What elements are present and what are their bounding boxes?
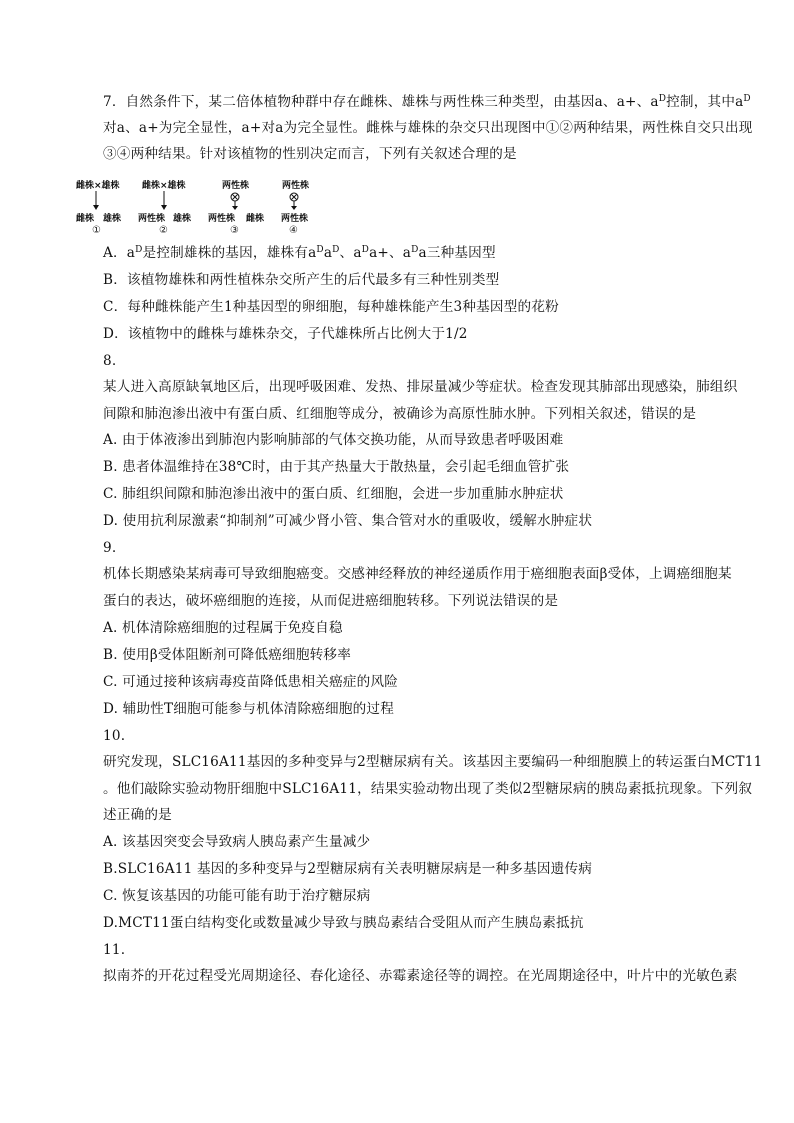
q11-stem-line-1: 拟南芥的开花过程受光周期途径、春化途径、赤霉素途径等的调控。在光周期途径中，叶片中的光敏色素 (103, 968, 738, 984)
cross3-offspring-right: 雌株 (246, 214, 265, 224)
q10-option-a: A. 该基因突变会导致病人胰岛素产生量减少 (103, 834, 371, 850)
q7-stem-text: 7．自然条件下，某二倍体植物种群中存在雌株、雄株与两性株三种类型，由基因a、a+、a (103, 94, 659, 110)
cross4-offspring: 两性株 (281, 214, 309, 224)
cross1-offspring-left: 雌株 (76, 214, 95, 224)
option-text: 、a (339, 245, 362, 261)
cross1-offspring-right: 雄株 (103, 214, 122, 224)
q9-number: 9. (103, 540, 117, 556)
q8-number: 8. (103, 353, 117, 369)
q7-stem-line-1 (103, 94, 751, 110)
cross2-arrowhead (161, 205, 167, 210)
superscript: D (316, 245, 324, 255)
q7-option-b: B．该植物雄株和两性植株杂交所产生的后代最多有三种性别类型 (103, 272, 500, 288)
superscript: D (743, 94, 751, 104)
q9-option-b: B. 使用β受体阻断剂可降低癌细胞转移率 (103, 647, 351, 663)
q10-stem-line-3: 述正确的是 (103, 807, 172, 823)
option-text: A．a (103, 245, 136, 261)
q7-stem-text: 控制，其中a (666, 94, 744, 110)
cross4-arrowhead (291, 206, 297, 210)
cross2-offspring-left: 两性株 (138, 214, 166, 224)
q11-number: 11. (103, 942, 126, 958)
q7-option-c: C．每种雌株能产生1种基因型的卵细胞，每种雄株能产生3种基因型的花粉 (103, 299, 559, 315)
q8-option-d: D. 使用抗利尿激素“抑制剂”可减少肾小管、集合管对水的重吸收，缓解水肿症状 (103, 513, 593, 529)
superscript: D (658, 94, 667, 104)
cross3-arrowhead (232, 206, 238, 210)
q7-stem-line-2: 对a、a+为完全显性，a+对a为完全显性。雌株与雄株的杂交只出现图中①②两种结果，两性株自交只出现 (103, 120, 753, 136)
option-text: a (323, 245, 333, 261)
option-text: a三种基因型 (418, 245, 496, 261)
q7-cross-diagram (72, 178, 312, 234)
q8-stem-line-1: 某人进入高原缺氧地区后，出现呼吸困难、发热、排尿量减少等症状。检查发现其肺部出现感染，肺组织 (103, 379, 738, 395)
q10-stem-line-2: 。他们敲除实验动物肝细胞中SLC16A11，结果实验动物出现了类似2型糖尿病的胰岛素抵抗现象。下列叙 (103, 781, 753, 797)
cross3-offspring-left: 两性株 (208, 214, 236, 224)
q10-stem-line-1: 研究发现，SLC16A11基因的多种变异与2型糖尿病有关。该基因主要编码一种细胞膜上的转运蛋白MCT11 (103, 754, 763, 770)
option-text: 是控制雄株的基因，雄株有a (142, 245, 317, 261)
cross4-number: ④ (289, 225, 298, 234)
cross1-number: ① (92, 225, 101, 234)
cross2-number: ② (159, 225, 168, 234)
superscript: D (361, 245, 370, 255)
q9-stem-line-1: 机体长期感染某病毒可导致细胞癌变。交感神经释放的神经递质作用于癌细胞表面β受体，上调癌细胞某 (103, 566, 732, 582)
q8-option-c: C. 肺组织间隙和肺泡渗出液中的蛋白质、红细胞，会进一步加重肺水肿症状 (103, 486, 564, 502)
cross3-parent: 两性株 (222, 181, 250, 191)
q10-option-b: B.SLC16A11 基因的多种变异与2型糖尿病有关表明糖尿病是一种多基因遗传病 (103, 861, 593, 877)
cross4-parent: 两性株 (282, 181, 310, 191)
superscript: D (411, 245, 419, 255)
cross2-parents: 雌株×雄株 (142, 181, 186, 191)
superscript: D (332, 245, 340, 255)
q10-option-c: C. 恢复该基因的功能可能有助于治疗糖尿病 (103, 888, 371, 904)
option-text: a+、a (369, 245, 412, 261)
q7-stem-line-3: ③④两种结果。针对该植物的性别决定而言，下列有关叙述合理的是 (103, 146, 517, 162)
q7-option-a (103, 245, 496, 261)
q10-option-d: D.MCT11蛋白结构变化或数量减少导致与胰岛素结合受阻从而产生胰岛素抵抗 (103, 915, 584, 931)
q9-option-d: D. 辅助性T细胞可能参与机体清除癌细胞的过程 (103, 701, 395, 717)
cross3-number: ③ (230, 225, 239, 234)
cross1-arrowhead (93, 205, 99, 210)
q9-stem-line-2: 蛋白的表达，破坏癌细胞的连接，从而促进癌细胞转移。下列说法错误的是 (103, 593, 559, 609)
superscript: D (135, 245, 143, 255)
q10-number: 10. (103, 728, 126, 744)
cross2-offspring-right: 雄株 (173, 214, 192, 224)
cross1-parents: 雌株×雄株 (76, 181, 120, 191)
q8-option-a: A. 由于体液渗出到肺泡内影响肺部的气体交换功能，从而导致患者呼吸困难 (103, 432, 564, 448)
q9-option-a: A. 机体清除癌细胞的过程属于免疫自稳 (103, 620, 343, 636)
q8-option-b: B. 患者体温维持在38℃时，由于其产热量大于散热量，会引起毛细血管扩张 (103, 459, 570, 475)
q7-option-d: D．该植物中的雌株与雄株杂交，子代雄株所占比例大于1/2 (103, 326, 468, 342)
q9-option-c: C. 可通过接种该病毒疫苗降低患相关癌症的风险 (103, 674, 399, 690)
q8-stem-line-2: 间隙和肺泡渗出液中有蛋白质、红细胞等成分，被确诊为高原性肺水肿。下列相关叙述，错误的是 (103, 406, 697, 422)
